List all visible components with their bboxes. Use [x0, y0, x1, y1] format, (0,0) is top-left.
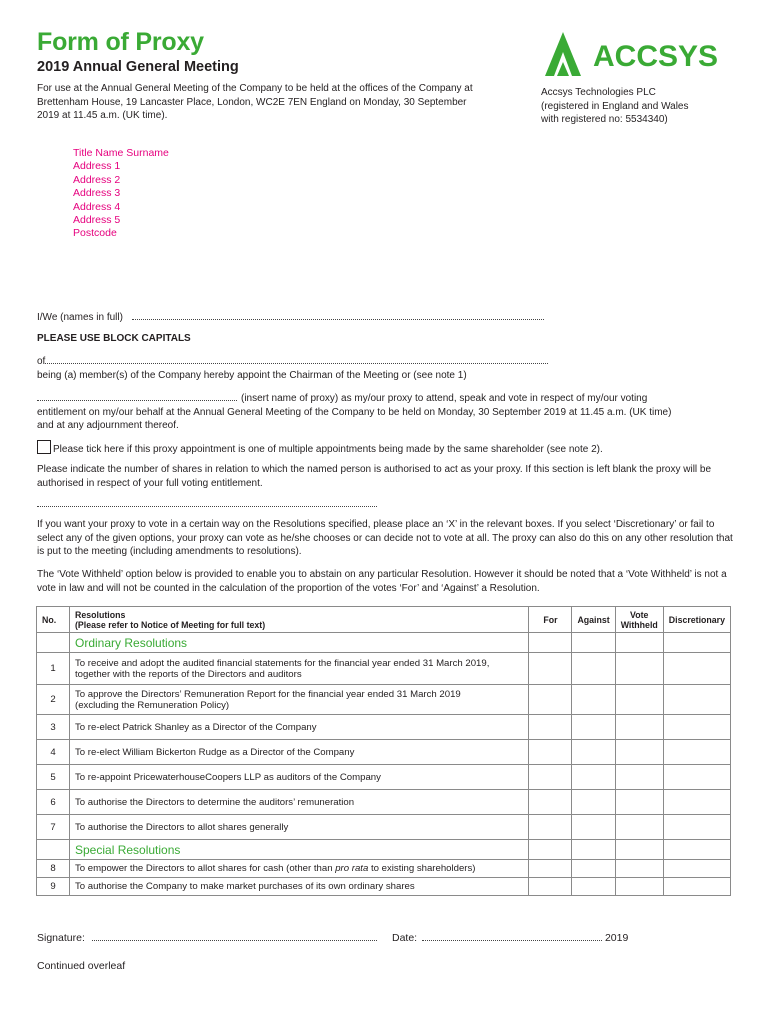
accsys-logo-icon [541, 30, 736, 78]
withheld-box[interactable] [615, 765, 663, 790]
for-box[interactable] [529, 740, 572, 765]
shares-field[interactable] [37, 497, 377, 507]
withheld-box[interactable] [615, 860, 663, 878]
col-withheld-line1: Vote [630, 609, 649, 620]
intro-text: For use at the Annual General Meeting of the Company to be held at the offices of the Company at Brettenham House, 19 Lancaster Place, London, WC2E 7EN England on Monday, 30 September 2019 at 11.45 a.m. (UK time). [37, 83, 473, 121]
col-resolutions-title: Resolutions [75, 609, 126, 620]
resolution-number: 4 [37, 740, 70, 765]
resolution-text: To authorise the Directors to allot shares generally [70, 815, 529, 840]
against-box[interactable] [572, 715, 615, 740]
col-resolutions [70, 607, 529, 633]
discretionary-box[interactable] [663, 815, 730, 840]
discretionary-box[interactable] [663, 740, 730, 765]
discretionary-box[interactable] [663, 653, 730, 685]
discretionary-box[interactable] [663, 765, 730, 790]
date-field[interactable] [422, 931, 602, 941]
for-box[interactable] [529, 685, 572, 715]
for-box[interactable] [529, 715, 572, 740]
address-line: Address 3 [73, 187, 121, 200]
withheld-box[interactable] [615, 715, 663, 740]
resolution-row [37, 815, 731, 840]
resolution-number: 1 [37, 653, 70, 685]
resolution-number: 3 [37, 715, 70, 740]
resolution-text: To re-elect William Bickerton Rudge as a Director of the Company [70, 740, 529, 765]
col-for: For [529, 607, 572, 633]
address-line: Postcode [73, 227, 117, 240]
address-line: Address 4 [73, 200, 121, 213]
withheld-box[interactable] [615, 685, 663, 715]
withheld-box[interactable] [615, 815, 663, 840]
ordinary-section-row [37, 633, 731, 653]
resolution-text: To authorise the Company to make market purchases of its own ordinary shares [70, 878, 529, 896]
against-box[interactable] [572, 653, 615, 685]
resolution-number: 9 [37, 878, 70, 896]
resolution-text: To approve the Directors’ Remuneration Report for the financial year ended 31 March 2019 (excluding the Remuneration Policy) [70, 685, 529, 715]
company-reg-line1: (registered in England and Wales [541, 100, 689, 112]
company-details [541, 86, 741, 127]
col-withheld [615, 607, 663, 633]
for-box[interactable] [529, 860, 572, 878]
names-row [37, 310, 544, 325]
against-box[interactable] [572, 790, 615, 815]
resolution-text: To authorise the Directors to determine the auditors’ remuneration [70, 790, 529, 815]
proxy-text-a: (insert name of proxy) as my/our proxy to attend, speak and vote in respect of my/our voting [241, 393, 648, 404]
special-section-row [37, 840, 731, 860]
resolution-row [37, 790, 731, 815]
table-header-row [37, 607, 731, 633]
resolution-text: To empower the Directors to allot shares for cash (other than pro rata to existing shareholders) [70, 860, 529, 878]
multiple-proxy-text: Please tick here if this proxy appointment is one of multiple appointments being made by the same shareholder (see note 2). [53, 444, 603, 455]
date-row [392, 931, 628, 944]
names-field[interactable] [132, 310, 544, 320]
date-label: Date: [392, 932, 418, 944]
shares-row [37, 497, 377, 510]
discretionary-box[interactable] [663, 790, 730, 815]
names-label: I/We (names in full) [37, 312, 123, 323]
signature-row [37, 931, 377, 944]
vote-withheld-note: The ‘Vote Withheld’ option below is provided to enable you to abstain on any particular Resolution. However it should be noted that a ‘Vote Withheld’ is not a vote in law and will not be counted in the calculation of the proportion of the votes ‘For’ and ‘Against’ a Resolution. [37, 569, 727, 594]
discretionary-box[interactable] [663, 685, 730, 715]
of-field[interactable] [45, 354, 548, 364]
resolution-number: 6 [37, 790, 70, 815]
resolution-text: To re-elect Patrick Shanley as a Director of the Company [70, 715, 529, 740]
address-line: Title Name Surname [73, 147, 169, 159]
for-box[interactable] [529, 653, 572, 685]
company-reg-line2: with registered no: 5534340) [541, 114, 668, 125]
against-box[interactable] [572, 860, 615, 878]
col-resolutions-note: (Please refer to Notice of Meeting for full text) [75, 619, 266, 630]
resolution-row [37, 653, 731, 685]
block-capitals-note: PLEASE USE BLOCK CAPITALS [37, 333, 191, 344]
col-discretionary: Discretionary [663, 607, 730, 633]
resolution-number: 2 [37, 685, 70, 715]
member-text: being (a) member(s) of the Company hereby appoint the Chairman of the Meeting or (see note 1) [37, 370, 467, 381]
shares-text: Please indicate the number of shares in relation to which the named person is authorised to act as your proxy. If this section is left blank the proxy will be authorised in respect of your full voting entitlement. [37, 464, 712, 489]
address-line: Address 5 [73, 214, 121, 227]
discretionary-box[interactable] [663, 878, 730, 896]
discretionary-box[interactable] [663, 715, 730, 740]
resolution-row [37, 878, 731, 896]
discretionary-box[interactable] [663, 860, 730, 878]
of-label: of [37, 356, 46, 367]
multiple-proxy-row [37, 440, 603, 457]
address-line: Address 2 [73, 173, 121, 186]
against-box[interactable] [572, 878, 615, 896]
signature-field[interactable] [92, 931, 377, 941]
against-box[interactable] [572, 765, 615, 790]
withheld-box[interactable] [615, 740, 663, 765]
company-name: Accsys Technologies PLC [541, 87, 656, 98]
proxy-paragraph [37, 391, 737, 433]
resolution-number: 5 [37, 765, 70, 790]
of-row [37, 354, 548, 369]
signature-label: Signature: [37, 932, 85, 944]
resolution-text: To receive and adopt the audited financial statements for the financial year ended 31 March 2019, together with the reports of the Directors and auditors [70, 653, 529, 685]
resolution-text: To re-appoint PricewaterhouseCoopers LLP as auditors of the Company [70, 765, 529, 790]
form-title: Form of Proxy [37, 28, 204, 56]
resolution-row [37, 740, 731, 765]
date-year: 2019 [604, 932, 629, 944]
proxy-text-b: entitlement on my/our behalf at the Annual General Meeting of the Company to be held on Monday, 30 September 2019 at 11.45 a.m. (UK time) [37, 406, 672, 418]
multiple-proxy-checkbox[interactable] [37, 440, 51, 454]
resolution-row [37, 765, 731, 790]
col-no: No. [37, 607, 70, 633]
logo-text: ACCSYS [593, 40, 719, 73]
meeting-subtitle: 2019 Annual General Meeting [37, 59, 239, 75]
against-box[interactable] [572, 685, 615, 715]
for-box[interactable] [529, 815, 572, 840]
against-box[interactable] [572, 740, 615, 765]
col-against: Against [572, 607, 615, 633]
continued-overleaf: Continued overleaf [37, 960, 126, 972]
for-box[interactable] [529, 878, 572, 896]
col-withheld-line2: Withheld [620, 619, 658, 630]
for-box[interactable] [529, 765, 572, 790]
against-box[interactable] [572, 815, 615, 840]
withheld-box[interactable] [615, 653, 663, 685]
withheld-box[interactable] [615, 790, 663, 815]
resolutions-table [36, 606, 731, 896]
proxy-name-field[interactable] [37, 391, 237, 401]
resolution-number: 7 [37, 815, 70, 840]
for-box[interactable] [529, 790, 572, 815]
resolution-number: 8 [37, 860, 70, 878]
accsys-logo [541, 30, 736, 78]
resolution-row [37, 685, 731, 715]
withheld-box[interactable] [615, 878, 663, 896]
proxy-text-c: and at any adjournment thereof. [37, 420, 179, 431]
address-block [73, 147, 169, 241]
address-line: Address 1 [73, 160, 121, 173]
ordinary-resolutions-label: Ordinary Resolutions [70, 633, 529, 653]
resolution-row [37, 860, 731, 878]
vote-instructions: If you want your proxy to vote in a certain way on the Resolutions specified, please place an ‘X’ in the relevant boxes. If you select ‘Discretionary’ or fail to select any of the given options, your proxy can vote as he/she chooses or can decide not to vote at all. The proxy can also do this on any other resolution that is put to the meeting (including amendments to resolutions). [37, 519, 733, 557]
resolution-row [37, 715, 731, 740]
special-resolutions-label: Special Resolutions [70, 840, 529, 860]
